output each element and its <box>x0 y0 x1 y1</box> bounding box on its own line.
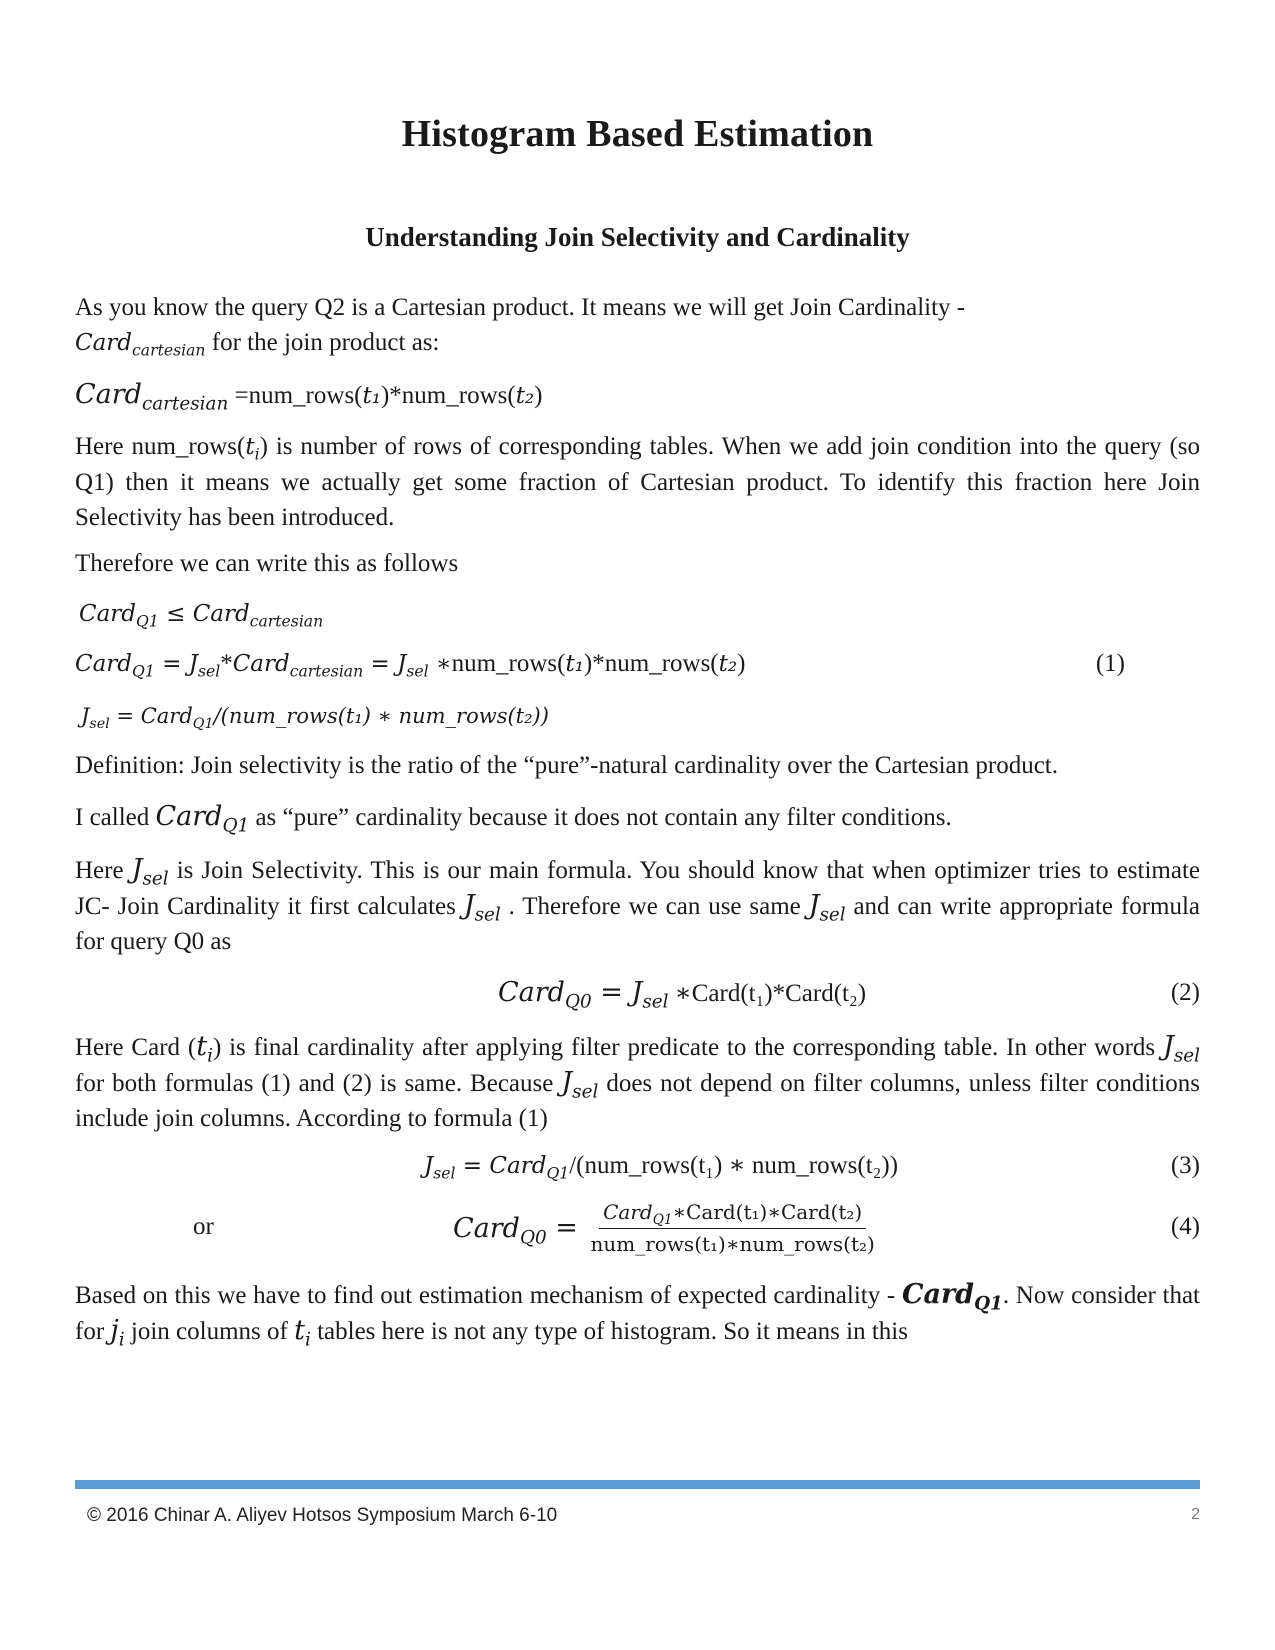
paragraph-final-cardinality: Here Card $(t_i)$ is final cardinality after applying filter predicate to the corresponding table. In other words $J_{sel}$ for both formulas (1) and (2) is same. Because $J_{sel}$ does not depend on filter columns, unless filter conditions include join columns. According to formula (1) <box>75 1031 1201 1132</box>
equation-number-3: (3) <box>1170 1152 1200 1179</box>
p1-text-a: As you know the query Q2 is a Cartesian product. It means we will get Join Cardinality - <box>75 294 966 321</box>
paragraph-estimation: Based on this we have to find out estimation mechanism of expected cardinality - Card$_{Q1}$. Now consider that for $j_i$ join columns of $t_i$ tables here is not any type of histogram. So it means in this <box>75 1279 1200 1351</box>
card-cartesian-symbol: Card$_{cartesian}$ <box>75 330 206 360</box>
footer-copyright: © 2016 Chinar A. Aliyev Hotsos Symposium March 6-10 <box>87 1505 558 1526</box>
paragraph-therefore: Therefore we can write this as follows <box>75 550 459 577</box>
footer-rule <box>75 1480 1200 1489</box>
page-number: 2 <box>1191 1506 1200 1523</box>
paragraph-main-formula: Here $J_{sel}$ is Join Selectivity. This is our main formula. You should know that when optimizer tries to estimate JC- Join Cardinality it first calculates $J_{sel}$ . Therefore we can use same $J_{sel}$ and can write appropriate formula for query Q0 as <box>75 854 1201 955</box>
page-title: Histogram Based Estimation <box>401 113 874 155</box>
paragraph-definition: Definition: Join selectivity is the ratio of the “pure”-natural cardinality over the Cartesian product. <box>75 752 1059 779</box>
equation-1: Card$_{Q1}$ = $J_{sel}*Card_{cartesian} = J_{sel}$ ∗num_rows(t₁)*num_rows(t₂) (1) <box>75 646 1200 682</box>
equation-number-4: (4) <box>1170 1213 1200 1240</box>
paragraph-pure-cardinality: I called Card$_{Q1}$ as “pure” cardinality because it does not contain any filter conditions. <box>75 801 952 837</box>
equation-number-2: (2) <box>1170 979 1200 1006</box>
equation-4: or Card$_{Q0}$ = $\frac{Card_{Q1}∗Card(t_1)∗Card(t_2)}{\text{num\_rows(t₁)∗num\_rows(t₂)}}$ (4) <box>0 1195 1275 1265</box>
section-heading: Understanding Join Selectivity and Cardinality <box>365 222 910 252</box>
fraction: $\frac{Card_{Q1}∗Card(t_1)∗Card(t_2)}{\text{num\_rows(t₁)∗num\_rows(t₂)}}$ <box>586 1197 878 1259</box>
paragraph-num-rows: Here $num\_rows(t_i)$ is number of rows of corresponding tables. When we add join condition into the query (so Q1) then it means we actually get some fraction of Cartesian product. To identify this fraction here Join Selectivity has been introduced. <box>75 433 1200 531</box>
paragraph-cartesian: As you know the query Q2 is a Cartesian product. It means we will get Join Cardinality - Card$_{cartesian}$ for the join product as: <box>75 294 966 360</box>
equation-cartesian: Card$_{cartesian}$ =num_rows(t₁)*num_rows(t₂) <box>75 379 543 415</box>
or-label: or <box>193 1213 214 1240</box>
equation-jsel-definition: $J_{sel}$ = Card$_{Q1}$/(num_rows(t₁) ∗ num_rows(t₂)) <box>81 704 549 732</box>
equation-number-1: (1) <box>1095 650 1125 677</box>
equation-inequality: Card$_{Q1}$ ≤ Card$_{cartesian}$ <box>79 601 324 631</box>
